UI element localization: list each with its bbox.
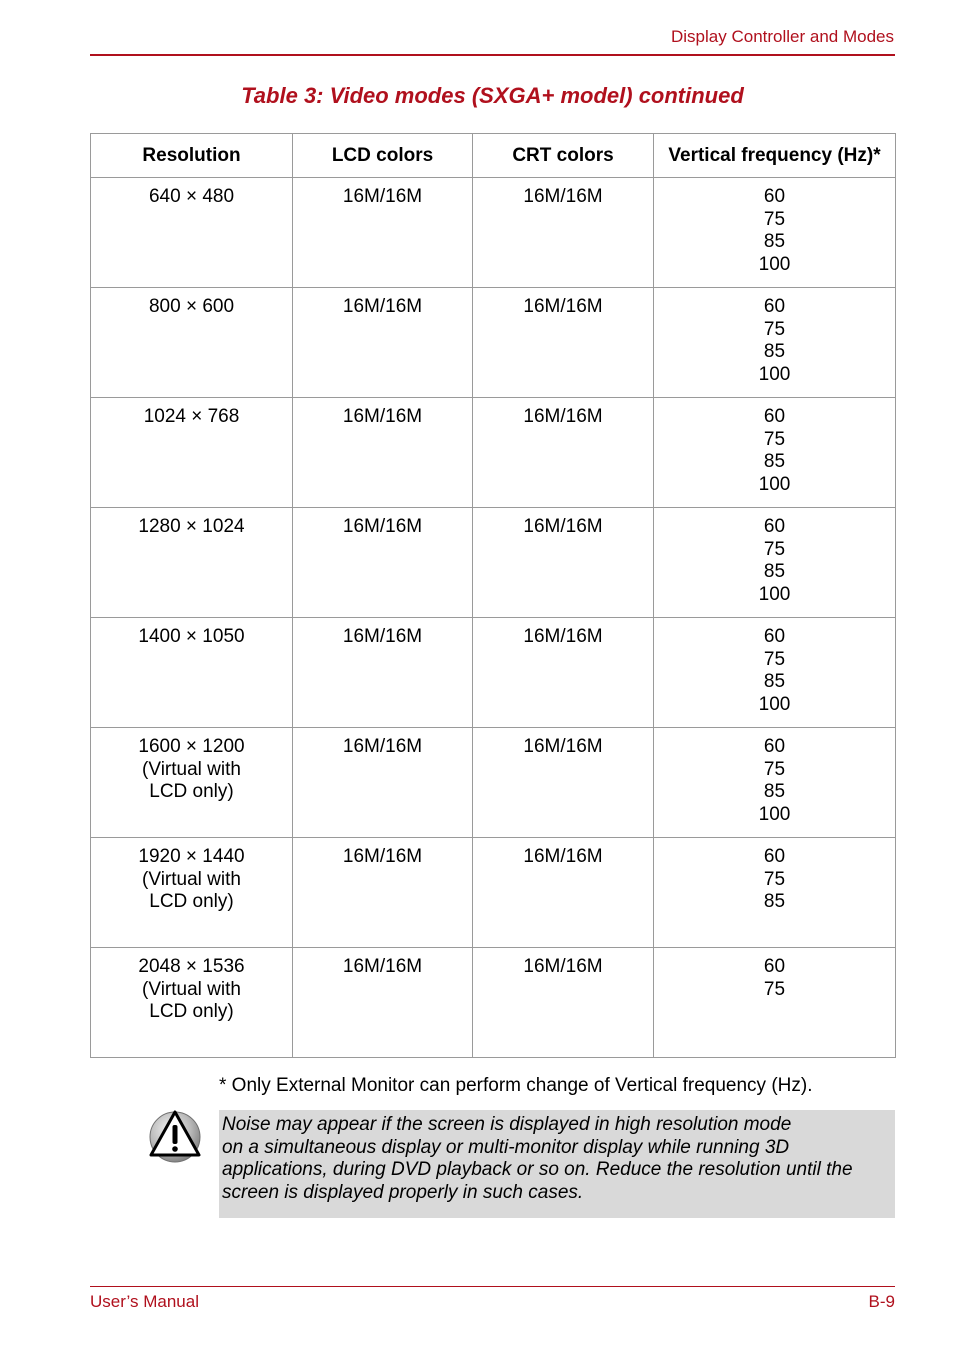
crt-colors-cell: 16M/16M — [473, 398, 654, 508]
video-modes-table — [90, 133, 896, 1058]
frequency-value: 85 — [763, 781, 786, 802]
frequency-value: 75 — [763, 758, 786, 780]
caution-note — [219, 1110, 895, 1218]
resolution-cell — [91, 178, 293, 288]
frequency-value: 100 — [758, 473, 791, 495]
crt-colors-cell: 16M/16M — [473, 948, 654, 1058]
resolution-cell — [91, 508, 293, 618]
table-row — [91, 178, 896, 288]
resolution-note: LCD only) — [149, 781, 234, 802]
warning-icon — [148, 1108, 202, 1164]
frequency-value: 75 — [763, 538, 786, 560]
header-rule — [90, 54, 895, 56]
lcd-colors-cell: 16M/16M — [293, 838, 473, 948]
frequency-value: 75 — [763, 978, 786, 1000]
frequency-cell — [654, 728, 896, 838]
table-row — [91, 618, 896, 728]
lcd-colors-cell: 16M/16M — [293, 728, 473, 838]
resolution-value: 1280 × 1024 — [138, 516, 245, 537]
table-row — [91, 948, 896, 1058]
resolution-value: 800 × 600 — [148, 296, 235, 317]
frequency-value: 100 — [758, 363, 791, 385]
resolution-value: 640 × 480 — [148, 186, 235, 207]
frequency-cell — [654, 178, 896, 288]
frequency-value: 60 — [763, 626, 786, 647]
note-line: applications, during DVD playback or so on. Reduce the resolution until the — [222, 1159, 853, 1180]
crt-colors-cell: 16M/16M — [473, 838, 654, 948]
frequency-value: 75 — [763, 648, 786, 670]
frequency-cell — [654, 288, 896, 398]
frequency-cell — [654, 838, 896, 948]
table-header-row — [91, 134, 896, 178]
lcd-colors-cell: 16M/16M — [293, 618, 473, 728]
frequency-value: 85 — [763, 671, 786, 692]
footer-rule — [90, 1286, 895, 1287]
lcd-colors-cell: 16M/16M — [293, 178, 473, 288]
resolution-cell — [91, 728, 293, 838]
frequency-value: 85 — [763, 231, 786, 252]
frequency-value: 85 — [763, 561, 786, 582]
column-header-lcd-colors: LCD colors — [293, 134, 473, 178]
column-header-vertical-frequency: Vertical frequency (Hz)* — [654, 134, 896, 178]
running-header: Display Controller and Modes — [671, 27, 894, 46]
resolution-value: 1400 × 1050 — [138, 626, 245, 647]
note-line: on a simultaneous display or multi-monitor display while running 3D — [222, 1136, 790, 1158]
frequency-value: 60 — [763, 296, 786, 317]
frequency-value: 85 — [763, 451, 786, 472]
resolution-note: (Virtual with — [142, 868, 241, 890]
frequency-value: 100 — [758, 253, 791, 275]
resolution-value: 1920 × 1440 — [138, 846, 245, 867]
table-footnote: * Only External Monitor can perform change of Vertical frequency (Hz). — [219, 1075, 813, 1096]
resolution-value: 1024 × 768 — [143, 406, 240, 427]
table-row — [91, 288, 896, 398]
frequency-cell — [654, 948, 896, 1058]
frequency-value: 85 — [763, 891, 786, 912]
resolution-value: 2048 × 1536 — [138, 956, 245, 977]
resolution-cell — [91, 288, 293, 398]
frequency-value: 100 — [758, 693, 791, 715]
frequency-value: 85 — [763, 341, 786, 362]
frequency-cell — [654, 398, 896, 508]
crt-colors-cell: 16M/16M — [473, 728, 654, 838]
frequency-value: 100 — [758, 803, 791, 825]
frequency-value: 100 — [758, 583, 791, 605]
frequency-cell — [654, 508, 896, 618]
crt-colors-cell: 16M/16M — [473, 508, 654, 618]
footer-manual-title: User’s Manual — [90, 1292, 199, 1311]
crt-colors-cell: 16M/16M — [473, 178, 654, 288]
resolution-note: (Virtual with — [142, 758, 241, 780]
resolution-cell — [91, 948, 293, 1058]
table-row — [91, 728, 896, 838]
lcd-colors-cell: 16M/16M — [293, 288, 473, 398]
frequency-value: 75 — [763, 208, 786, 230]
page-number: B-9 — [868, 1292, 895, 1311]
resolution-cell — [91, 618, 293, 728]
frequency-value: 60 — [763, 956, 786, 977]
frequency-value: 75 — [763, 868, 786, 890]
resolution-cell — [91, 398, 293, 508]
table-title: Table 3: Video modes (SXGA+ model) continued — [241, 83, 744, 108]
table-row — [91, 838, 896, 948]
crt-colors-cell: 16M/16M — [473, 288, 654, 398]
frequency-value: 60 — [763, 406, 786, 427]
resolution-note: LCD only) — [149, 891, 234, 912]
frequency-value: 75 — [763, 318, 786, 340]
crt-colors-cell: 16M/16M — [473, 618, 654, 728]
note-line: screen is displayed properly in such cases. — [222, 1181, 584, 1203]
resolution-note: LCD only) — [149, 1001, 234, 1022]
resolution-cell — [91, 838, 293, 948]
column-header-crt-colors: CRT colors — [473, 134, 654, 178]
frequency-value: 75 — [763, 428, 786, 450]
frequency-value: 60 — [763, 516, 786, 537]
lcd-colors-cell: 16M/16M — [293, 948, 473, 1058]
resolution-note: (Virtual with — [142, 978, 241, 1000]
column-header-resolution: Resolution — [91, 134, 293, 178]
table-row — [91, 398, 896, 508]
frequency-value: 60 — [763, 736, 786, 757]
frequency-cell — [654, 618, 896, 728]
frequency-value: 60 — [763, 186, 786, 207]
note-line: Noise may appear if the screen is displayed in high resolution mode — [222, 1114, 792, 1135]
lcd-colors-cell: 16M/16M — [293, 398, 473, 508]
resolution-value: 1600 × 1200 — [138, 736, 245, 757]
lcd-colors-cell: 16M/16M — [293, 508, 473, 618]
table-row — [91, 508, 896, 618]
frequency-value: 60 — [763, 846, 786, 867]
